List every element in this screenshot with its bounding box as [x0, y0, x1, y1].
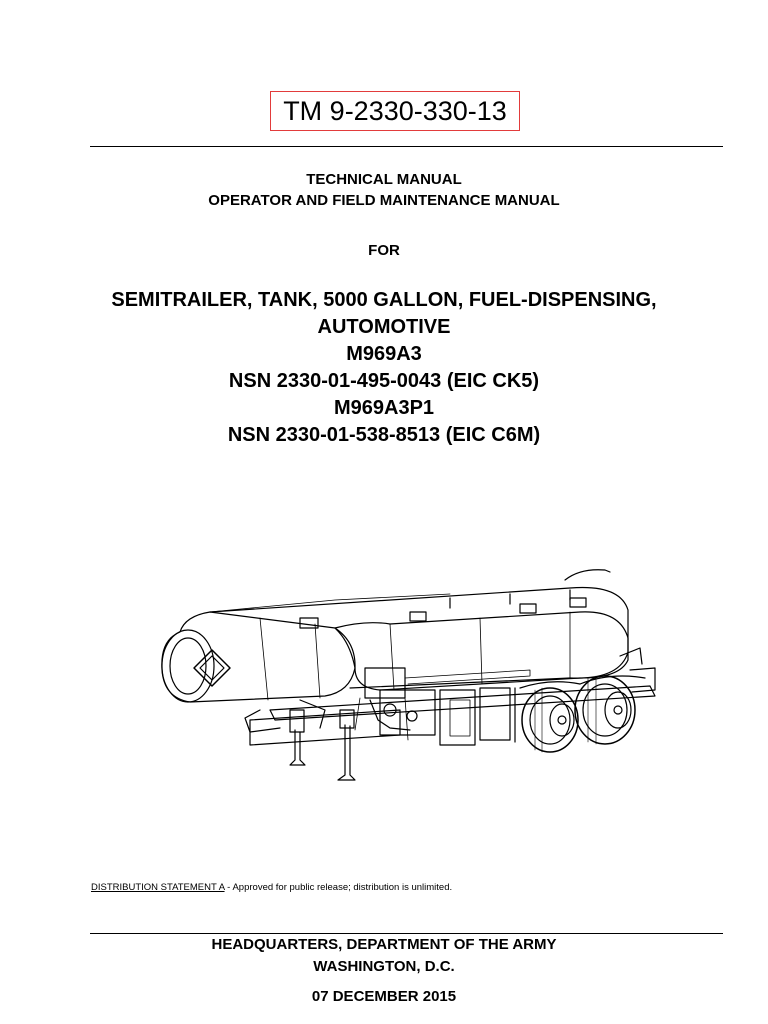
manual-type: TECHNICAL MANUAL	[306, 171, 462, 188]
distribution-statement-label: DISTRIBUTION STATEMENT A	[91, 882, 225, 893]
top-divider	[90, 146, 723, 147]
nsn-model2: NSN 2330-01-538-8513 (EIC C6M)	[227, 424, 541, 446]
distribution-statement	[91, 882, 452, 894]
model-m969a3p1: M969A3P1	[333, 397, 435, 419]
distribution-statement-text: - Approved for public release; distribution is unlimited.	[224, 882, 453, 893]
document-number: TM 9-2330-330-13	[270, 91, 520, 131]
headquarters: HEADQUARTERS, DEPARTMENT OF THE ARMY	[211, 936, 557, 953]
semitrailer-illustration	[150, 560, 665, 785]
location: WASHINGTON, D.C.	[313, 958, 455, 975]
nsn-model1: NSN 2330-01-495-0043 (EIC CK5)	[228, 370, 540, 392]
equipment-title-line1: SEMITRAILER, TANK, 5000 GALLON, FUEL-DISPENSING,	[111, 289, 657, 311]
manual-subtitle: OPERATOR AND FIELD MAINTENANCE MANUAL	[208, 192, 560, 209]
for-label: FOR	[368, 242, 400, 259]
model-m969a3: M969A3	[346, 343, 422, 365]
equipment-title-line2: AUTOMOTIVE	[317, 316, 451, 338]
publication-date: 07 DECEMBER 2015	[311, 988, 457, 1005]
